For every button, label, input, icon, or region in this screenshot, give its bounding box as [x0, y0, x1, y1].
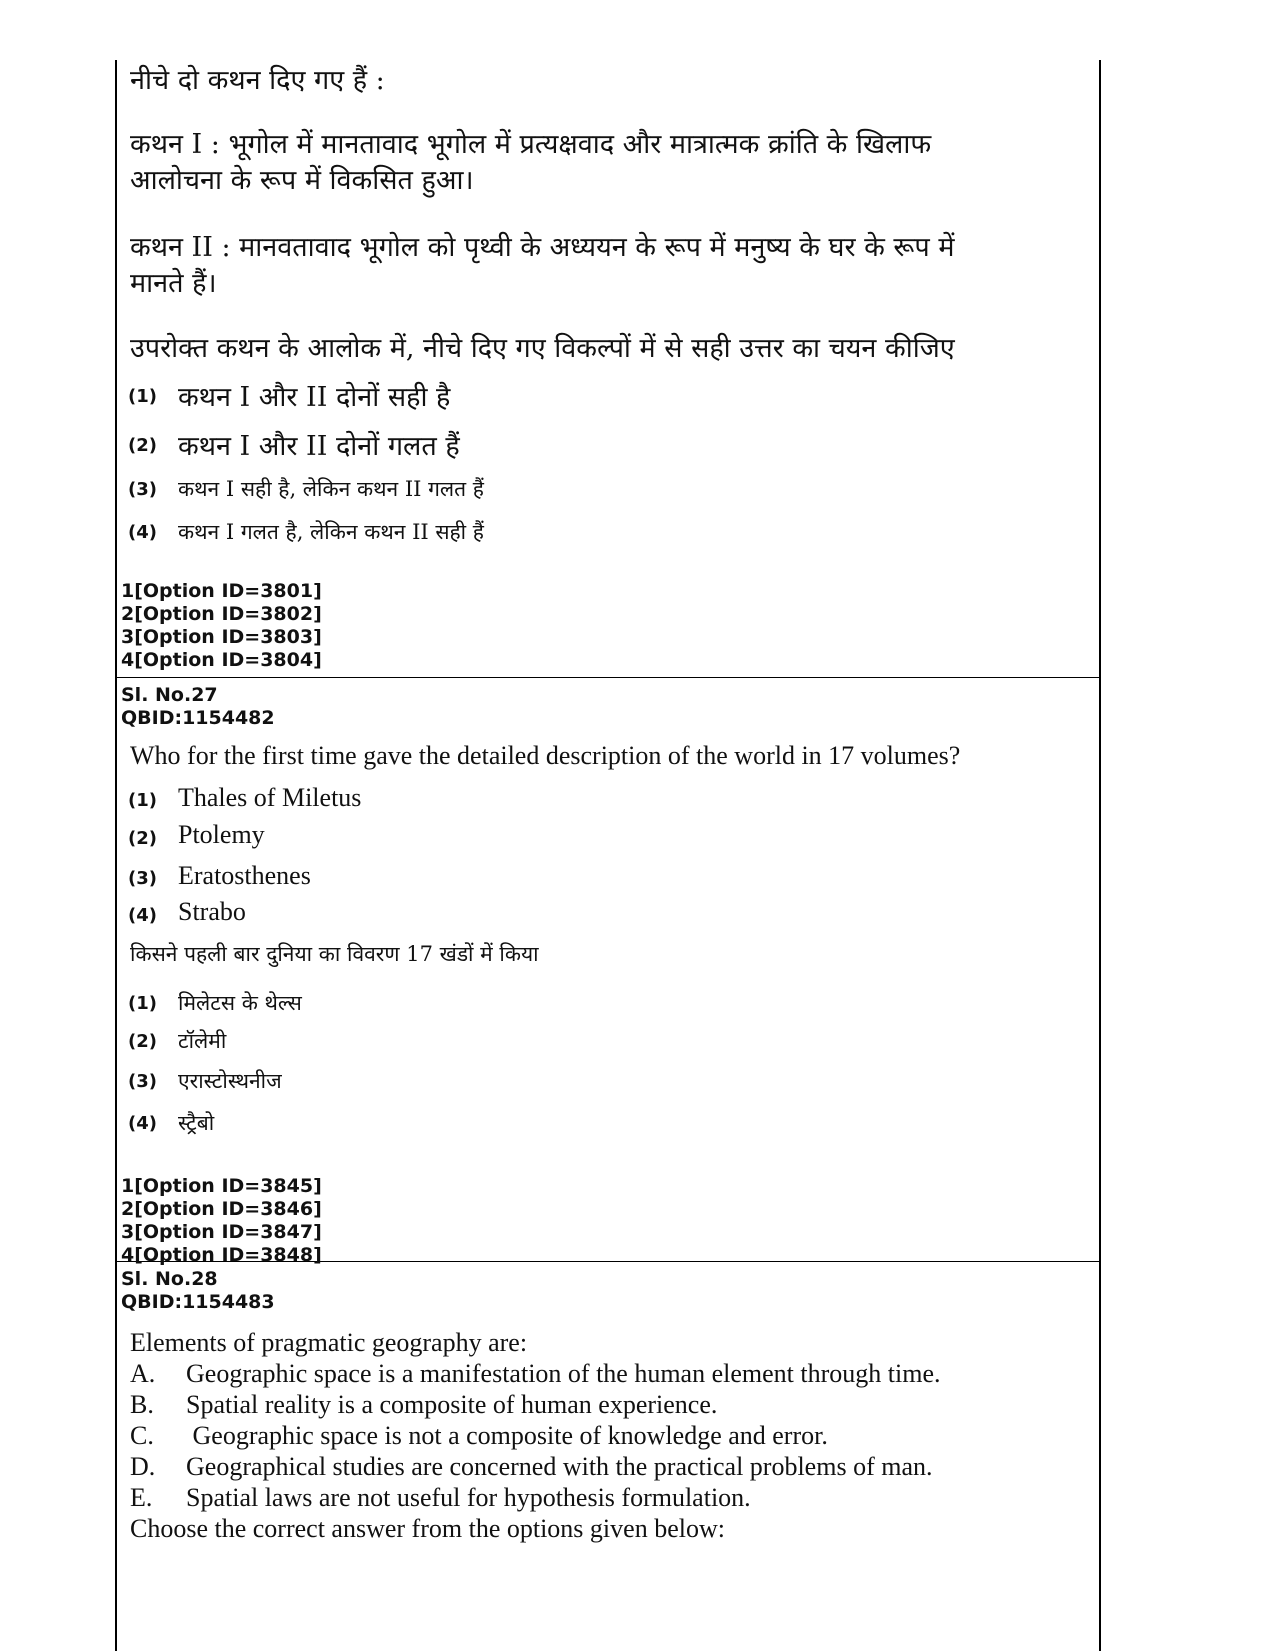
option-id: 2[Option ID=3802]: [121, 603, 322, 625]
q28-item: [130, 1483, 751, 1513]
q26-statement1-line2: आलोचना के रूप में विकसित हुआ।: [130, 165, 474, 196]
q28-item: [130, 1359, 940, 1389]
q28-item-letter: A.: [130, 1359, 156, 1388]
q28-item: [130, 1452, 932, 1482]
q27-option-number: (2): [128, 828, 157, 849]
q28-item-letter: D.: [130, 1452, 156, 1481]
question-bank-id: QBID:1154482: [121, 707, 275, 729]
q26-option-number: (3): [128, 479, 157, 500]
q28-item-letter: C.: [130, 1421, 154, 1450]
option-id: 2[Option ID=3846]: [121, 1198, 322, 1220]
q27-option-text-hi: स्ट्रैबो: [178, 1111, 215, 1135]
q28-item-text: Spatial reality is a composite of human experience.: [186, 1390, 718, 1419]
q28-item-text: Geographical studies are concerned with the practical problems of man.: [186, 1452, 933, 1481]
q27-option-number-hi: (4): [128, 1113, 157, 1134]
q27-header: [121, 684, 275, 730]
q28-item: [130, 1421, 828, 1451]
q27-option-number: (1): [128, 790, 157, 811]
q27-option-text: Strabo: [178, 897, 246, 926]
option-id: 3[Option ID=3847]: [121, 1221, 322, 1243]
q28-item-text: Geographic space is not a composite of knowledge and error.: [186, 1421, 828, 1450]
q26-option-text: कथन I और II दोनों गलत हैं: [178, 431, 460, 462]
q27-question-en: Who for the first time gave the detailed description of the world in 17 volumes?: [130, 741, 961, 770]
q26-statement2-line1: कथन II : मानवतावाद भूगोल को पृथ्वी के अध्ययन के रूप में मनुष्य के घर के रूप में: [130, 232, 955, 263]
q28-question: Elements of pragmatic geography are:: [130, 1328, 528, 1357]
q27-option-text-hi: मिलेटस के थेल्स: [178, 991, 302, 1015]
q26-option-text: कथन I और II दोनों सही है: [178, 382, 451, 413]
q27-option-text-hi: एरास्टोस्थनीज: [178, 1069, 282, 1093]
q26-option-text: कथन I सही है, लेकिन कथन II गलत हैं: [178, 477, 484, 501]
q27-option-text: Ptolemy: [178, 820, 265, 849]
q26-option-id-list: [121, 580, 322, 672]
q26-option-number: (2): [128, 435, 157, 456]
q27-option-text: Eratosthenes: [178, 861, 311, 890]
q27-option-number: (3): [128, 868, 157, 889]
option-id: 1[Option ID=3801]: [121, 580, 322, 602]
q28-item-text: Spatial laws are not useful for hypothesis formulation.: [186, 1483, 751, 1512]
q26-option-number: (4): [128, 522, 157, 543]
q27-option-text: Thales of Miletus: [178, 783, 362, 812]
q28-item-letter: B.: [130, 1390, 154, 1419]
q26-intro: नीचे दो कथन दिए गए हैं :: [130, 65, 385, 96]
serial-number: Sl. No.28: [121, 1268, 218, 1290]
q28-item: [130, 1390, 717, 1420]
q28-item-text: Geographic space is a manifestation of the human element through time.: [186, 1359, 941, 1388]
question-divider: [115, 677, 1101, 678]
q27-option-number-hi: (2): [128, 1031, 157, 1052]
q28-item-letter: E.: [130, 1483, 153, 1512]
q28-instruction: Choose the correct answer from the options given below:: [130, 1514, 725, 1543]
option-id: 4[Option ID=3848]: [121, 1244, 322, 1266]
option-id: 4[Option ID=3804]: [121, 649, 322, 671]
q27-question-hi: किसने पहली बार दुनिया का विवरण 17 खंडों में किया: [130, 942, 539, 966]
q28-header: [121, 1268, 275, 1314]
serial-number: Sl. No.27: [121, 684, 218, 706]
q27-option-text-hi: टॉलेमी: [178, 1029, 227, 1053]
q27-option-number-hi: (3): [128, 1071, 157, 1092]
q26-instruction: उपरोक्त कथन के आलोक में, नीचे दिए गए विकल्पों में से सही उत्तर का चयन कीजिए: [130, 333, 955, 364]
q26-statement1-line1: कथन I : भूगोल में मानतावाद भूगोल में प्रत्यक्षवाद और मात्रात्मक क्रांति के खिलाफ: [130, 129, 932, 160]
option-id: 1[Option ID=3845]: [121, 1175, 322, 1197]
q26-statement2-line2: मानते हैं।: [130, 268, 217, 299]
question-bank-id: QBID:1154483: [121, 1291, 275, 1313]
q26-option-number: (1): [128, 386, 157, 407]
q27-option-id-list: [121, 1175, 322, 1267]
q26-option-text: कथन I गलत है, लेकिन कथन II सही हैं: [178, 520, 484, 544]
q27-option-number-hi: (1): [128, 993, 157, 1014]
q27-option-number: (4): [128, 905, 157, 926]
option-id: 3[Option ID=3803]: [121, 626, 322, 648]
